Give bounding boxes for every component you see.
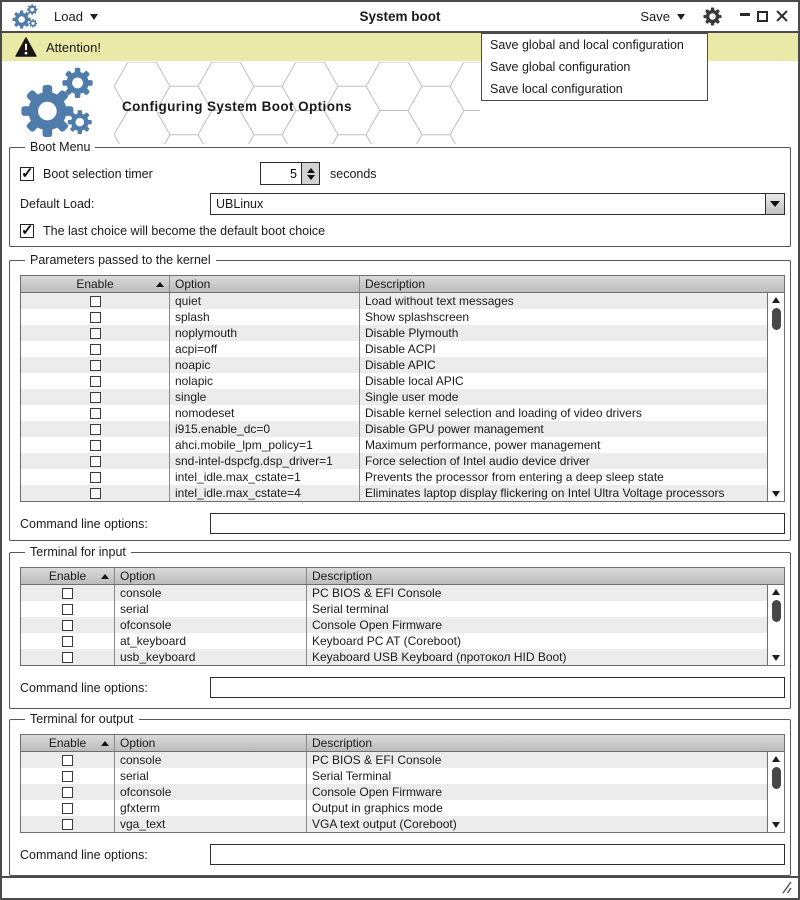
table-row[interactable]	[21, 421, 784, 437]
enable-checkbox[interactable]	[90, 392, 101, 403]
enable-checkbox[interactable]	[90, 312, 101, 323]
enable-checkbox[interactable]	[90, 456, 101, 467]
scroll-down-icon[interactable]	[772, 491, 780, 497]
column-header-enable[interactable]: Enable	[21, 276, 169, 292]
close-button[interactable]	[775, 10, 788, 23]
table-row[interactable]	[21, 469, 784, 485]
enable-checkbox[interactable]	[90, 440, 101, 451]
description-cell: PC BIOS & EFI Console	[306, 752, 784, 768]
fieldset-legend: Boot Menu	[25, 140, 95, 155]
enable-cell	[21, 357, 169, 373]
select-dropdown-button[interactable]	[765, 194, 784, 214]
chevron-down-icon	[677, 14, 685, 20]
load-menu-button[interactable]	[54, 9, 98, 24]
save-menu-label: Save	[640, 9, 670, 24]
default-load-select[interactable]	[210, 193, 785, 215]
description-cell: PC BIOS & EFI Console	[306, 585, 784, 601]
option-cell: ofconsole	[114, 784, 306, 800]
option-cell: nolapic	[169, 373, 359, 389]
enable-checkbox[interactable]	[62, 636, 73, 647]
timer-value-input[interactable]	[261, 163, 301, 184]
option-cell: i915.enable_dc=0	[169, 421, 359, 437]
description-cell: Eliminates laptop display flickering on Intel Ultra Voltage processors	[359, 485, 784, 501]
enable-checkbox[interactable]	[90, 344, 101, 355]
enable-cell	[21, 768, 114, 784]
enable-cell	[21, 373, 169, 389]
column-header-option[interactable]: Option	[169, 276, 359, 292]
table-row[interactable]	[21, 389, 784, 405]
save-menu-button[interactable]	[640, 9, 685, 24]
description-cell: Serial Terminal	[306, 768, 784, 784]
terminal-output-table	[20, 734, 785, 833]
enable-checkbox[interactable]	[90, 424, 101, 435]
table-row[interactable]	[21, 585, 784, 601]
table-header-row	[21, 568, 784, 585]
timer-spinner	[260, 162, 320, 185]
fieldset-legend: Terminal for output	[25, 712, 139, 727]
enable-cell	[21, 585, 114, 601]
table-row[interactable]	[21, 453, 784, 469]
terminal-input-cmdline-input[interactable]	[210, 677, 785, 698]
vertical-scrollbar[interactable]	[767, 585, 784, 665]
option-cell: serial	[114, 768, 306, 784]
enable-checkbox[interactable]	[90, 328, 101, 339]
description-cell: Disable APIC	[359, 357, 784, 373]
table-body	[21, 752, 784, 832]
table-row[interactable]	[21, 633, 784, 649]
boot-timer-label: Boot selection timer	[43, 166, 153, 181]
terminal-output-cmdline-input[interactable]	[210, 844, 785, 865]
titlebar	[2, 2, 798, 33]
terminal-input-fieldset	[9, 545, 791, 709]
option-cell: nomodeset	[169, 405, 359, 421]
settings-gear-icon[interactable]	[703, 7, 722, 26]
enable-checkbox[interactable]	[62, 771, 73, 782]
enable-checkbox[interactable]	[62, 755, 73, 766]
description-cell: Output in graphics mode	[306, 800, 784, 816]
description-cell: Disable ACPI	[359, 341, 784, 357]
enable-checkbox[interactable]	[62, 588, 73, 599]
option-cell: splash	[169, 309, 359, 325]
menu-item-save-local[interactable]: Save local configuration	[490, 82, 623, 96]
column-header-description[interactable]: Description	[359, 276, 784, 292]
default-load-label: Default Load:	[20, 197, 95, 211]
load-menu-label: Load	[54, 9, 83, 24]
enable-cell	[21, 421, 169, 437]
cmdline-label: Command line options:	[20, 680, 148, 695]
description-cell: Disable local APIC	[359, 373, 784, 389]
enable-checkbox[interactable]	[90, 408, 101, 419]
scrollbar-thumb[interactable]	[772, 308, 781, 330]
table-row[interactable]	[21, 309, 784, 325]
table-header-row	[21, 735, 784, 752]
kernel-cmdline-input[interactable]	[210, 513, 785, 534]
option-cell: vga_text	[114, 816, 306, 832]
scroll-up-icon[interactable]	[772, 297, 780, 303]
sort-asc-icon	[156, 282, 164, 287]
table-body	[21, 293, 784, 501]
enable-cell	[21, 617, 114, 633]
option-cell: ofconsole	[114, 617, 306, 633]
seconds-label: seconds	[330, 166, 377, 181]
scrollbar-thumb[interactable]	[772, 767, 781, 789]
description-cell: Console Open Firmware	[306, 784, 784, 800]
option-cell: noapic	[169, 357, 359, 373]
last-choice-label: The last choice will become the default boot choice	[43, 224, 326, 238]
enable-checkbox[interactable]	[62, 652, 73, 663]
enable-checkbox[interactable]	[62, 803, 73, 814]
resize-grip[interactable]	[779, 881, 792, 894]
kernel-params-table	[20, 275, 785, 502]
window-title: System boot	[359, 9, 441, 24]
cmdline-label: Command line options:	[20, 847, 148, 862]
enable-checkbox[interactable]	[90, 376, 101, 387]
table-row[interactable]	[21, 617, 784, 633]
table-header-row	[21, 276, 784, 293]
enable-cell	[21, 453, 169, 469]
column-header-option[interactable]: Option	[114, 568, 306, 584]
terminal-input-table	[20, 567, 785, 666]
description-cell: Load without text messages	[359, 293, 784, 309]
enable-checkbox[interactable]	[90, 296, 101, 307]
description-cell: Show splashscreen	[359, 309, 784, 325]
table-row[interactable]	[21, 341, 784, 357]
maximize-button[interactable]	[757, 11, 768, 22]
table-body	[21, 585, 784, 665]
column-header-description[interactable]: Description	[306, 568, 784, 584]
enable-cell	[21, 752, 114, 768]
option-cell: snd-intel-dspcfg.dsp_driver=1	[169, 453, 359, 469]
vertical-scrollbar[interactable]	[767, 293, 784, 501]
sort-asc-icon	[101, 741, 109, 746]
table-row[interactable]	[21, 405, 784, 421]
option-cell: ahci.mobile_lpm_policy=1	[169, 437, 359, 453]
option-cell: intel_idle.max_cstate=4	[169, 485, 359, 501]
description-cell: Keyboard PC AT (Coreboot)	[306, 633, 784, 649]
enable-checkbox[interactable]	[90, 488, 101, 499]
menu-item-save-global[interactable]: Save global configuration	[490, 60, 631, 74]
fieldset-legend: Terminal for input	[25, 545, 131, 560]
enable-checkbox[interactable]	[62, 604, 73, 615]
menu-item-save-global-local[interactable]: Save global and local configuration	[490, 38, 684, 52]
spin-down-icon[interactable]	[307, 175, 315, 180]
kernel-params-fieldset	[9, 253, 791, 541]
enable-cell	[21, 649, 114, 665]
warning-icon	[15, 37, 37, 57]
option-cell: noplymouth	[169, 325, 359, 341]
enable-cell	[21, 309, 169, 325]
chevron-down-icon	[770, 201, 780, 207]
description-cell: Disable Plymouth	[359, 325, 784, 341]
table-row[interactable]	[21, 293, 784, 309]
spinner-buttons[interactable]	[301, 163, 319, 184]
terminal-output-fieldset	[9, 712, 791, 876]
scrollbar-thumb[interactable]	[772, 600, 781, 622]
scroll-up-icon[interactable]	[772, 589, 780, 595]
description-cell: Keyaboard USB Keyboard (протокол HID Boot)	[306, 649, 784, 665]
enable-cell	[21, 389, 169, 405]
description-cell: Console Open Firmware	[306, 617, 784, 633]
option-cell: console	[114, 585, 306, 601]
scroll-down-icon[interactable]	[772, 822, 780, 828]
enable-checkbox[interactable]	[62, 620, 73, 631]
enable-checkbox[interactable]	[62, 787, 73, 798]
status-bar	[2, 876, 798, 898]
table-row[interactable]	[21, 816, 784, 832]
option-cell: console	[114, 752, 306, 768]
default-load-value: UBLinux	[216, 197, 264, 211]
gears-logo	[19, 67, 95, 141]
scroll-up-icon[interactable]	[772, 756, 780, 762]
description-cell: Single user mode	[359, 389, 784, 405]
option-cell: acpi=off	[169, 341, 359, 357]
description-cell: Maximum performance, power management	[359, 437, 784, 453]
enable-cell	[21, 784, 114, 800]
attention-text: Attention!	[46, 39, 101, 55]
chevron-down-icon	[90, 14, 98, 20]
boot-timer-checkbox[interactable]	[20, 167, 34, 181]
enable-checkbox[interactable]	[90, 360, 101, 371]
enable-checkbox[interactable]	[90, 472, 101, 483]
enable-checkbox[interactable]	[62, 819, 73, 830]
scroll-down-icon[interactable]	[772, 655, 780, 661]
enable-cell	[21, 341, 169, 357]
description-cell: Serial terminal	[306, 601, 784, 617]
enable-cell	[21, 405, 169, 421]
boot-menu-fieldset	[9, 140, 791, 247]
description-cell: Prevents the processor from entering a deep sleep state	[359, 469, 784, 485]
description-cell: Force selection of Intel audio device driver	[359, 453, 784, 469]
column-header-enable[interactable]: Enable	[21, 568, 114, 584]
table-row[interactable]	[21, 485, 784, 501]
option-cell: serial	[114, 601, 306, 617]
column-header-description[interactable]: Description	[306, 735, 784, 751]
option-cell: gfxterm	[114, 800, 306, 816]
enable-cell	[21, 633, 114, 649]
description-cell: Disable GPU power management	[359, 421, 784, 437]
table-row[interactable]	[21, 437, 784, 453]
sort-asc-icon	[101, 574, 109, 579]
spin-up-icon[interactable]	[307, 168, 315, 173]
cmdline-label: Command line options:	[20, 516, 148, 531]
table-row[interactable]	[21, 601, 784, 617]
enable-cell	[21, 485, 169, 501]
table-row[interactable]	[21, 325, 784, 341]
option-cell: intel_idle.max_cstate=1	[169, 469, 359, 485]
enable-cell	[21, 601, 114, 617]
description-cell: Disable kernel selection and loading of video drivers	[359, 405, 784, 421]
enable-cell	[21, 469, 169, 485]
page-title: Configuring System Boot Options	[122, 99, 352, 114]
option-cell: at_keyboard	[114, 633, 306, 649]
fieldset-legend: Parameters passed to the kernel	[25, 253, 216, 268]
last-choice-checkbox[interactable]	[20, 224, 34, 238]
table-row[interactable]	[21, 649, 784, 665]
table-row[interactable]	[21, 357, 784, 373]
save-dropdown-menu	[481, 33, 708, 101]
column-header-option[interactable]: Option	[114, 735, 306, 751]
app-gears-icon	[12, 4, 38, 30]
option-cell: quiet	[169, 293, 359, 309]
enable-cell	[21, 800, 114, 816]
option-cell: single	[169, 389, 359, 405]
enable-cell	[21, 816, 114, 832]
table-row[interactable]	[21, 800, 784, 816]
option-cell: usb_keyboard	[114, 649, 306, 665]
enable-cell	[21, 437, 169, 453]
table-row[interactable]	[21, 768, 784, 784]
enable-cell	[21, 293, 169, 309]
minimize-button[interactable]	[740, 13, 750, 16]
enable-cell	[21, 325, 169, 341]
table-row[interactable]	[21, 784, 784, 800]
description-cell: VGA text output (Coreboot)	[306, 816, 784, 832]
vertical-scrollbar[interactable]	[767, 752, 784, 832]
table-row[interactable]	[21, 752, 784, 768]
column-header-enable[interactable]: Enable	[21, 735, 114, 751]
table-row[interactable]	[21, 373, 784, 389]
